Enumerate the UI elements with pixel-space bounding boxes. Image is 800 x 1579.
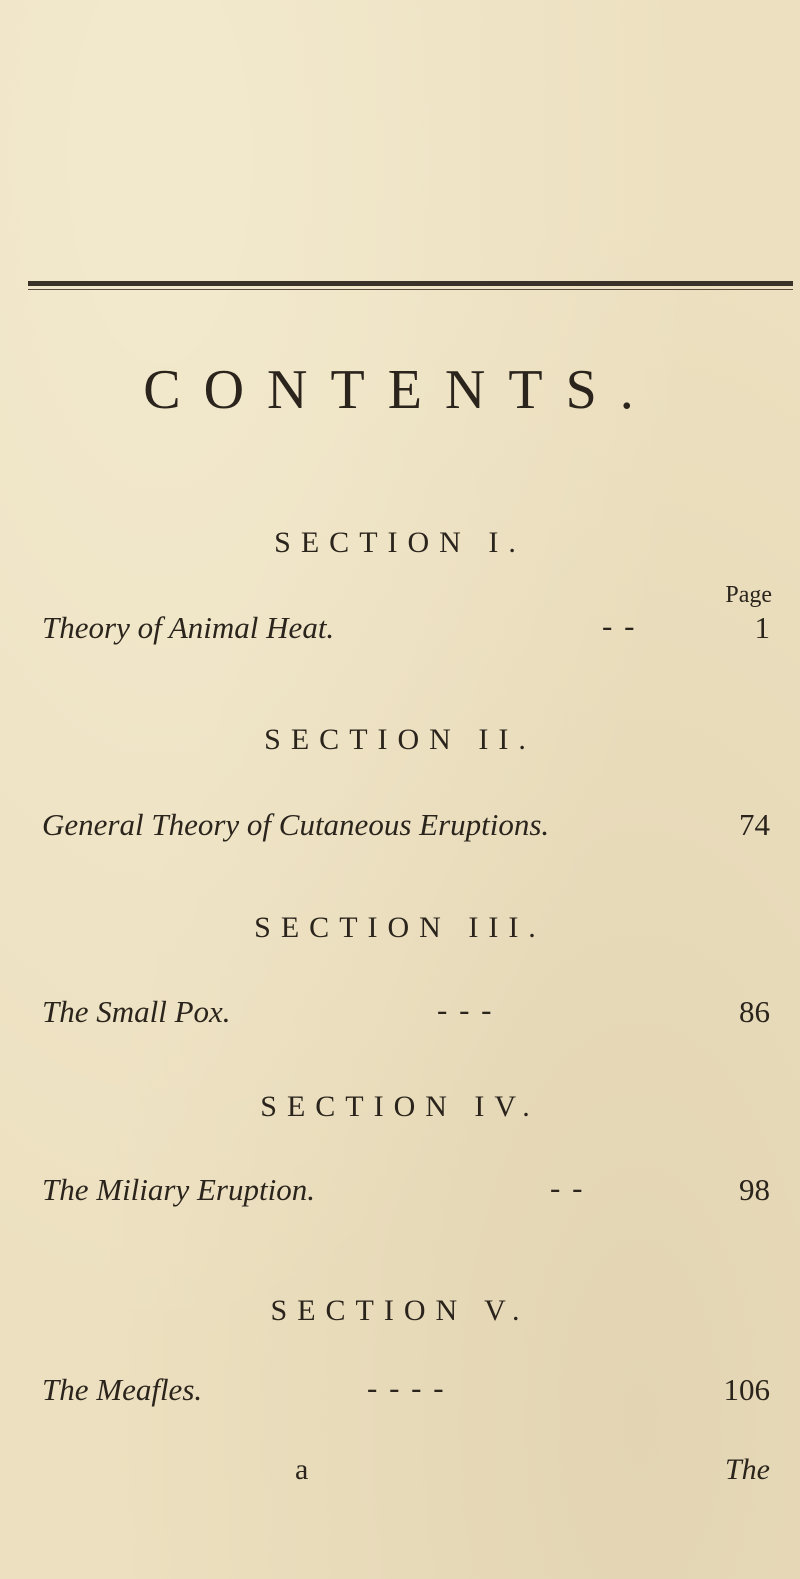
- toc-entry-page: 1: [754, 610, 770, 645]
- toc-entry-title: The Miliary Eruption.: [42, 1172, 315, 1207]
- toc-entry-title: The Small Pox.: [42, 994, 231, 1029]
- top-rule-thin: [28, 289, 793, 290]
- toc-entry-2: [42, 809, 770, 843]
- section-heading-5: SECTION V.: [270, 1294, 530, 1327]
- page-column-label: Page: [725, 582, 772, 608]
- section-heading-2: SECTION II.: [264, 723, 536, 756]
- section-heading-1: SECTION I.: [274, 526, 526, 559]
- toc-entry-page: 86: [739, 994, 770, 1029]
- toc-entry-title: The Meafles.: [42, 1372, 203, 1407]
- toc-entry-leader: - -: [602, 608, 637, 643]
- toc-entry-1: [42, 608, 770, 646]
- toc-entry-leader: - -: [550, 1170, 585, 1205]
- page-title: CONTENTS.: [143, 359, 657, 421]
- toc-entry-5: [42, 1370, 770, 1408]
- toc-entry-page: 98: [739, 1172, 770, 1207]
- toc-entry-title: Theory of Animal Heat.: [42, 610, 335, 645]
- catchword: The: [725, 1453, 770, 1486]
- toc-entry-page: 106: [723, 1372, 770, 1407]
- top-rule: [28, 281, 793, 286]
- toc-entry-3: [42, 992, 770, 1030]
- section-heading-4: SECTION IV.: [260, 1090, 540, 1123]
- toc-entry-page: 74: [739, 807, 770, 842]
- toc-entry-leader: - - - -: [367, 1370, 446, 1405]
- section-heading-3: SECTION III.: [254, 911, 546, 944]
- toc-entry-title: General Theory of Cutaneous Eruptions.: [42, 807, 550, 842]
- toc-entry-4: [42, 1170, 770, 1208]
- signature-mark: a: [295, 1453, 309, 1486]
- toc-entry-leader: - - -: [437, 992, 494, 1027]
